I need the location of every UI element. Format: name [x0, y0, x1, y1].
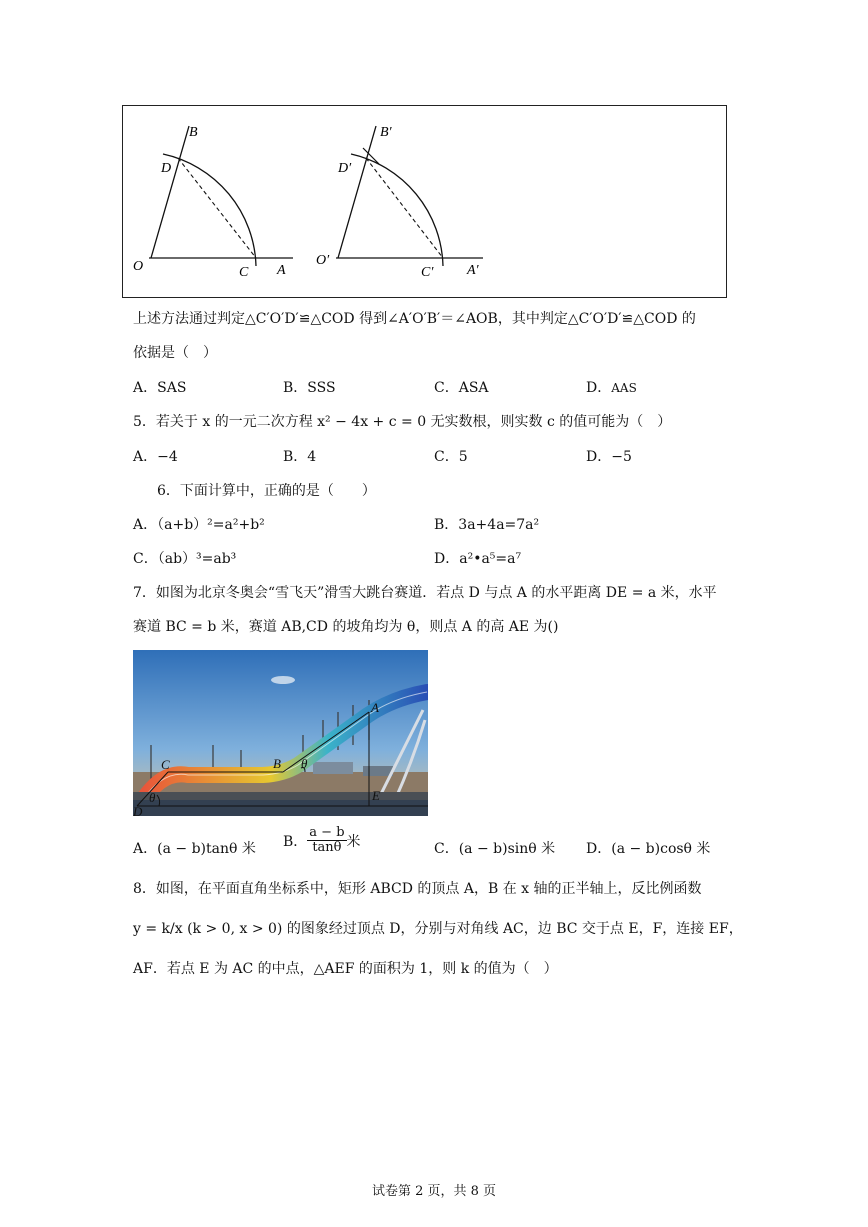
- q8-text-line1: 8．如图，在平面直角坐标系中，矩形 ABCD 的顶点 A，B 在 x 轴的正半轴上，反比例函数: [133, 881, 702, 897]
- q6-option-b[interactable]: B．3a+4a=7a²: [434, 517, 540, 533]
- label-O-prime: O′: [316, 253, 330, 268]
- arc-c-prime-d-prime: [351, 154, 443, 266]
- label-C-prime: C′: [421, 265, 434, 280]
- q8-text-line3: AF．若点 E 为 AC 的中点，△AEF 的面积为 1，则 k 的值为（ ）: [133, 961, 558, 977]
- q7-option-d[interactable]: D．(a − b)cosθ 米: [586, 841, 711, 857]
- label-C: C: [239, 265, 249, 280]
- q7-option-b-numerator: a − b: [309, 825, 345, 840]
- ray-ob: [151, 126, 189, 258]
- angle-construction-diagram: [123, 106, 728, 299]
- q7-text-line2: 赛道 BC = b 米，赛道 AB,CD 的坡角均为 θ，则点 A 的高 AE 为(): [133, 619, 559, 635]
- arc-cd: [163, 154, 256, 266]
- photo-label-B: B: [273, 756, 281, 771]
- ski-jump-photo: [133, 650, 428, 816]
- q6-option-c[interactable]: C．（ab）³=ab³: [133, 551, 237, 567]
- q7-text-line1: 7．如图为北京冬奥会“雪飞天”滑雪大跳台赛道．若点 D 与点 A 的水平距离 DE = a 米，水平: [133, 585, 717, 601]
- q5-text: 5．若关于 x 的一元二次方程 x² − 4x + c = 0 无实数根，则实数 c 的值可能为（ ）: [133, 414, 672, 430]
- q7-option-b[interactable]: B． $\frac{a - b}{\tan\theta}$ 米: [283, 825, 361, 856]
- ski-jump-illustration: [133, 650, 428, 816]
- label-B-prime: B′: [380, 125, 392, 140]
- q4-option-b[interactable]: B．SSS: [283, 380, 336, 396]
- photo-label-D: D: [133, 804, 143, 816]
- page-footer: 试卷第 2 页，共 8 页: [371, 1184, 497, 1199]
- segment-dc: [178, 158, 256, 258]
- photo-label-A: A: [371, 700, 379, 715]
- photo-label-theta-upper: θ: [301, 756, 308, 771]
- q6-option-a[interactable]: A．（a+b）²=a²+b²: [133, 517, 265, 533]
- q8-text-line2: y = k/x (k > 0, x > 0) 的图象经过顶点 D，分别与对角线 AC，边 BC 交于点 E，F，连接 EF，: [133, 921, 743, 937]
- q6-option-d[interactable]: D．a²•a⁵=a⁷: [434, 551, 522, 567]
- q4-option-d[interactable]: D．AAS: [586, 380, 637, 396]
- label-B: B: [189, 125, 198, 140]
- label-A: A: [277, 263, 286, 278]
- q7-option-c[interactable]: C．(a − b)sinθ 米: [434, 841, 556, 857]
- q4-text-line1: 上述方法通过判定△C′O′D′≌△COD 得到∠A′O′B′＝∠AOB，其中判定△C′O′D′≌△COD 的: [133, 311, 696, 327]
- q4-option-c[interactable]: C．ASA: [434, 380, 489, 396]
- q6-text: 6．下面计算中，正确的是（ ）: [157, 483, 376, 499]
- label-D: D: [161, 161, 172, 176]
- q7-option-a[interactable]: A．(a − b)tanθ 米: [133, 841, 256, 857]
- label-O: O: [133, 259, 144, 274]
- angle-construction-figure: [122, 105, 727, 298]
- photo-label-C: C: [161, 757, 170, 772]
- photo-label-theta-lower: θ: [149, 790, 156, 805]
- q4-option-a[interactable]: A．SAS: [133, 380, 187, 396]
- photo-label-E: E: [372, 788, 380, 803]
- q5-option-b[interactable]: B．4: [283, 449, 317, 465]
- segment-d-prime-c-prime: [366, 158, 443, 258]
- ray-o-prime-b-prime: [338, 126, 376, 258]
- q4-text-line2: 依据是（ ）: [133, 345, 217, 361]
- q5-option-a[interactable]: A．−4: [133, 449, 178, 465]
- q5-option-c[interactable]: C．5: [434, 449, 468, 465]
- q5-option-d[interactable]: D．−5: [586, 449, 632, 465]
- label-D-prime: D′: [338, 161, 352, 176]
- q7-option-b-denominator: tanθ: [312, 840, 342, 856]
- label-A-prime: A′: [467, 263, 479, 278]
